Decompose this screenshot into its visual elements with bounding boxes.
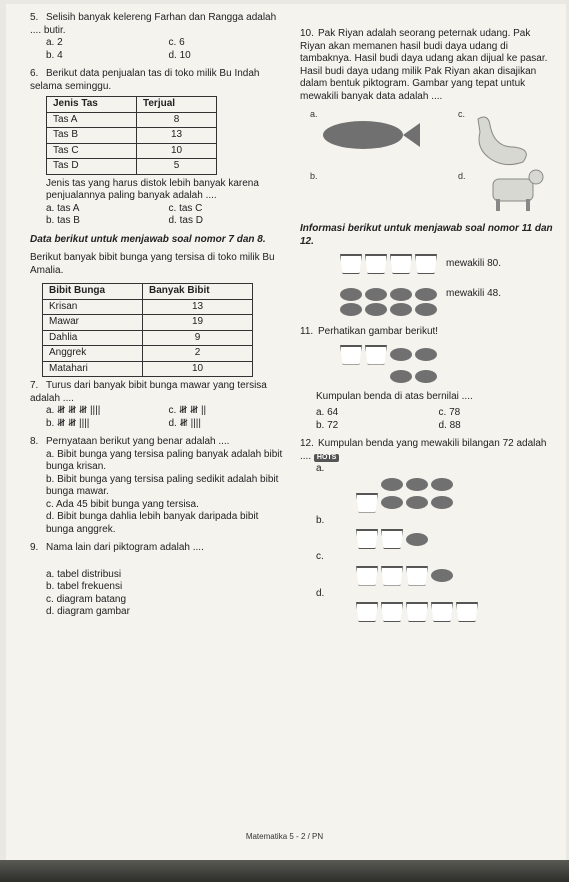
page-shadow <box>0 860 569 882</box>
q12-option-d[interactable]: d. <box>316 588 555 623</box>
q12-option-a[interactable]: a. <box>316 463 555 513</box>
cup-icon <box>356 529 378 549</box>
cup-icon <box>431 602 453 622</box>
leaf-icon <box>431 496 453 509</box>
cup-icon <box>390 254 412 274</box>
q5-option-c[interactable]: c. 6 <box>168 37 185 48</box>
leaf-icon <box>390 370 412 383</box>
q10-option-b: b. <box>310 171 318 181</box>
left-column <box>30 12 285 625</box>
q7-option-b[interactable]: b. 𝍸 𝍸 |||| <box>46 417 90 429</box>
cup-icon <box>406 566 428 586</box>
q12-option-c[interactable]: c. <box>316 551 555 586</box>
leaf-icon <box>340 288 362 301</box>
q8-option-c[interactable]: c. Ada 45 bibit bunga yang tersisa. <box>46 498 199 510</box>
leaf-icon <box>390 288 412 301</box>
q11-option-d[interactable]: d. 88 <box>438 419 461 431</box>
flower-intro: Berikut banyak bibit bunga yang tersisa di toko milik Bu Amalia. <box>30 252 275 276</box>
q7-option-c[interactable]: c. 𝍸 𝍸 || <box>168 405 207 416</box>
q7-option-a[interactable]: a. 𝍸 𝍸 𝍸 |||| <box>46 405 101 416</box>
leaf-icon <box>340 303 362 316</box>
goat-icon <box>493 179 533 201</box>
q9-option-c[interactable]: c. diagram batang <box>46 593 127 605</box>
cup-icon <box>340 254 362 274</box>
page-footer: Matematika 5 - 2 / PN <box>245 832 324 841</box>
leaf-icon <box>415 288 437 301</box>
q10-picture-options <box>308 107 555 217</box>
cup-icon <box>356 602 378 622</box>
q8-option-b[interactable]: b. Bibit bunga yang tersisa paling sedikit adalah bibit bunga mawar. <box>46 473 279 497</box>
cup-icon <box>340 345 362 365</box>
table-row: Tas B 13 <box>47 128 217 144</box>
question-12: 12. Kumpulan benda yang mewakili bilangan 72 adalah .... HOTS a. b. c. d. <box>300 438 555 622</box>
table-row: Krisan 13 <box>43 299 253 315</box>
leaf-icon <box>381 478 403 491</box>
bag-sales-table: Jenis Tas Terjual Tas A 8 Tas B 13 Tas C 10 Tas D 5 <box>46 96 217 175</box>
leaf-icon <box>431 478 453 491</box>
q5-option-b[interactable]: b. 4 <box>46 49 63 61</box>
q6-option-a[interactable]: a. tas A <box>46 202 80 214</box>
cup-icon <box>356 493 378 513</box>
leaf-icon <box>431 569 453 582</box>
cup-icon <box>365 254 387 274</box>
leaf-icon <box>381 496 403 509</box>
q12-options <box>300 463 555 622</box>
cup-icon <box>356 566 378 586</box>
q10-option-d: d. <box>458 171 466 181</box>
q11-option-b[interactable]: b. 72 <box>316 419 339 431</box>
cup-icon <box>406 602 428 622</box>
q11-option-a[interactable]: a. 64 <box>316 407 339 418</box>
q9-option-a[interactable]: a. tabel distribusi <box>46 568 122 580</box>
leaf-icon <box>415 370 437 383</box>
q12-option-b[interactable]: b. <box>316 515 555 550</box>
q6-option-d[interactable]: d. tas D <box>168 215 203 226</box>
q7-option-d[interactable]: d. 𝍸 |||| <box>168 417 201 429</box>
leaf-icon <box>406 478 428 491</box>
q6-option-c[interactable]: c. tas C <box>168 202 203 214</box>
question-6: 6. Berikut data penjualan tas di toko milik Bu Indah selama seminggu. Jenis Tas Terjual Tas A 8 Tas B 13 Tas C 10 Tas D 5 Jenis tas yang harus distok lebih banyak karena penjualannya paling banyak adalah .... a. tas A c. tas C b. tas B d. tas D <box>30 68 285 228</box>
leaf-icon <box>415 348 437 361</box>
flower-seed-table: Bibit Bunga Banyak Bibit Krisan 13 Mawar 19 Dahlia 9 Anggrek 2 Matahari 10 <box>42 283 253 377</box>
table-row: Tas A 8 <box>47 112 217 128</box>
section-heading-7-8: Data berikut untuk menjawab soal nomor 7 dan 8. <box>30 233 266 245</box>
cup-icon <box>381 602 403 622</box>
q5-options <box>30 37 285 62</box>
q8-option-a[interactable]: a. Bibit bunga yang tersisa paling banyak adalah bibit bunga krisan. <box>46 448 283 472</box>
table-row: Anggrek 2 <box>43 346 253 362</box>
leaf-icon <box>365 288 387 301</box>
q9-option-b[interactable]: b. tabel frekuensi <box>46 581 123 592</box>
leaf-icon <box>406 496 428 509</box>
question-8: 8. Pernyataan berikut yang benar adalah .... a. Bibit bunga yang tersisa paling banyak adalah bibit bunga krisan. b. Bibit bunga yang tersisa paling sedikit adalah bibit bunga mawar. c. Ada 45 bibit bunga yang tersisa. d. Bibit bunga dahlia lebih banyak daripada bibit bunga anggrek. <box>30 436 285 536</box>
q10-option-a: a. <box>310 109 318 119</box>
cup-icon <box>415 254 437 274</box>
q6-option-b[interactable]: b. tas B <box>46 215 80 226</box>
table-row: Tas D 5 <box>47 159 217 175</box>
leaf-icon <box>406 533 428 546</box>
q7-options <box>30 405 285 430</box>
section-heading-11-12: Informasi berikut untuk menjawab soal nomor 11 dan 12. <box>300 223 553 247</box>
cup-icon <box>456 602 478 622</box>
question-10: 10. Pak Riyan adalah seorang peternak udang. Pak Riyan akan memanen hasil budi daya udang di tambaknya. Hasil budi daya udang akan dijual ke pasar. Hasil budi daya udang milik Pak Riyan akan disajikan dalam bentuk piktogram. Gambar yang tepat untuk mewakili banyak data adalah .... a. c. b. d. <box>300 28 555 217</box>
q11-option-c[interactable]: c. 78 <box>438 407 461 418</box>
question-11: 11. Perhatikan gambar berikut! Kumpulan benda di atas bernilai .... a. 64 c. 78 b. 72 d. 88 <box>300 326 555 432</box>
hots-badge: HOTS <box>314 454 339 463</box>
cup-icon <box>381 529 403 549</box>
question-7: 7. Turus dari banyak bibit bunga mawar yang tersisa adalah .... a. 𝍸 𝍸 𝍸 |||| c. 𝍸 𝍸 || b. 𝍸 𝍸 |||| d. 𝍸 |||| <box>30 380 285 430</box>
shrimp-picture-options <box>308 107 548 217</box>
right-column <box>300 28 555 628</box>
leaf-icon <box>365 303 387 316</box>
q10-option-c: c. <box>458 109 466 119</box>
leaf-icon <box>415 303 437 316</box>
q8-option-d[interactable]: d. Bibit bunga dahlia lebih banyak daripada bibit bunga anggrek. <box>46 511 259 535</box>
cup-icon <box>365 345 387 365</box>
q5-option-d[interactable]: d. 10 <box>168 49 191 61</box>
leaf-icon <box>390 348 412 361</box>
q11-options <box>300 407 555 432</box>
table-row: Dahlia 9 <box>43 330 253 346</box>
table-row: Matahari 10 <box>43 361 253 377</box>
q8-options <box>30 449 285 537</box>
q5-option-a[interactable]: a. 2 <box>46 37 63 48</box>
fish-icon <box>323 121 403 149</box>
duck-icon <box>478 117 526 165</box>
q9-option-d[interactable]: d. diagram gambar <box>46 606 130 617</box>
pictogram-legend: mewakili 80. mewakili 48. <box>340 254 555 316</box>
question-9: 9. Nama lain dari piktogram adalah .... a. tabel distribusi b. tabel frekuensi c. diagram batang d. diagram gambar <box>30 542 285 619</box>
q11-picture <box>340 345 555 387</box>
leaf-icon <box>390 303 412 316</box>
table-row: Mawar 19 <box>43 315 253 331</box>
q6-options <box>30 203 285 228</box>
q9-options <box>30 569 285 619</box>
cup-icon <box>381 566 403 586</box>
question-5: 5. Selisih banyak kelereng Farhan dan Rangga adalah .... butir. a. 2 c. 6 b. 4 d. 10 <box>30 12 285 62</box>
table-row: Tas C 10 <box>47 143 217 159</box>
